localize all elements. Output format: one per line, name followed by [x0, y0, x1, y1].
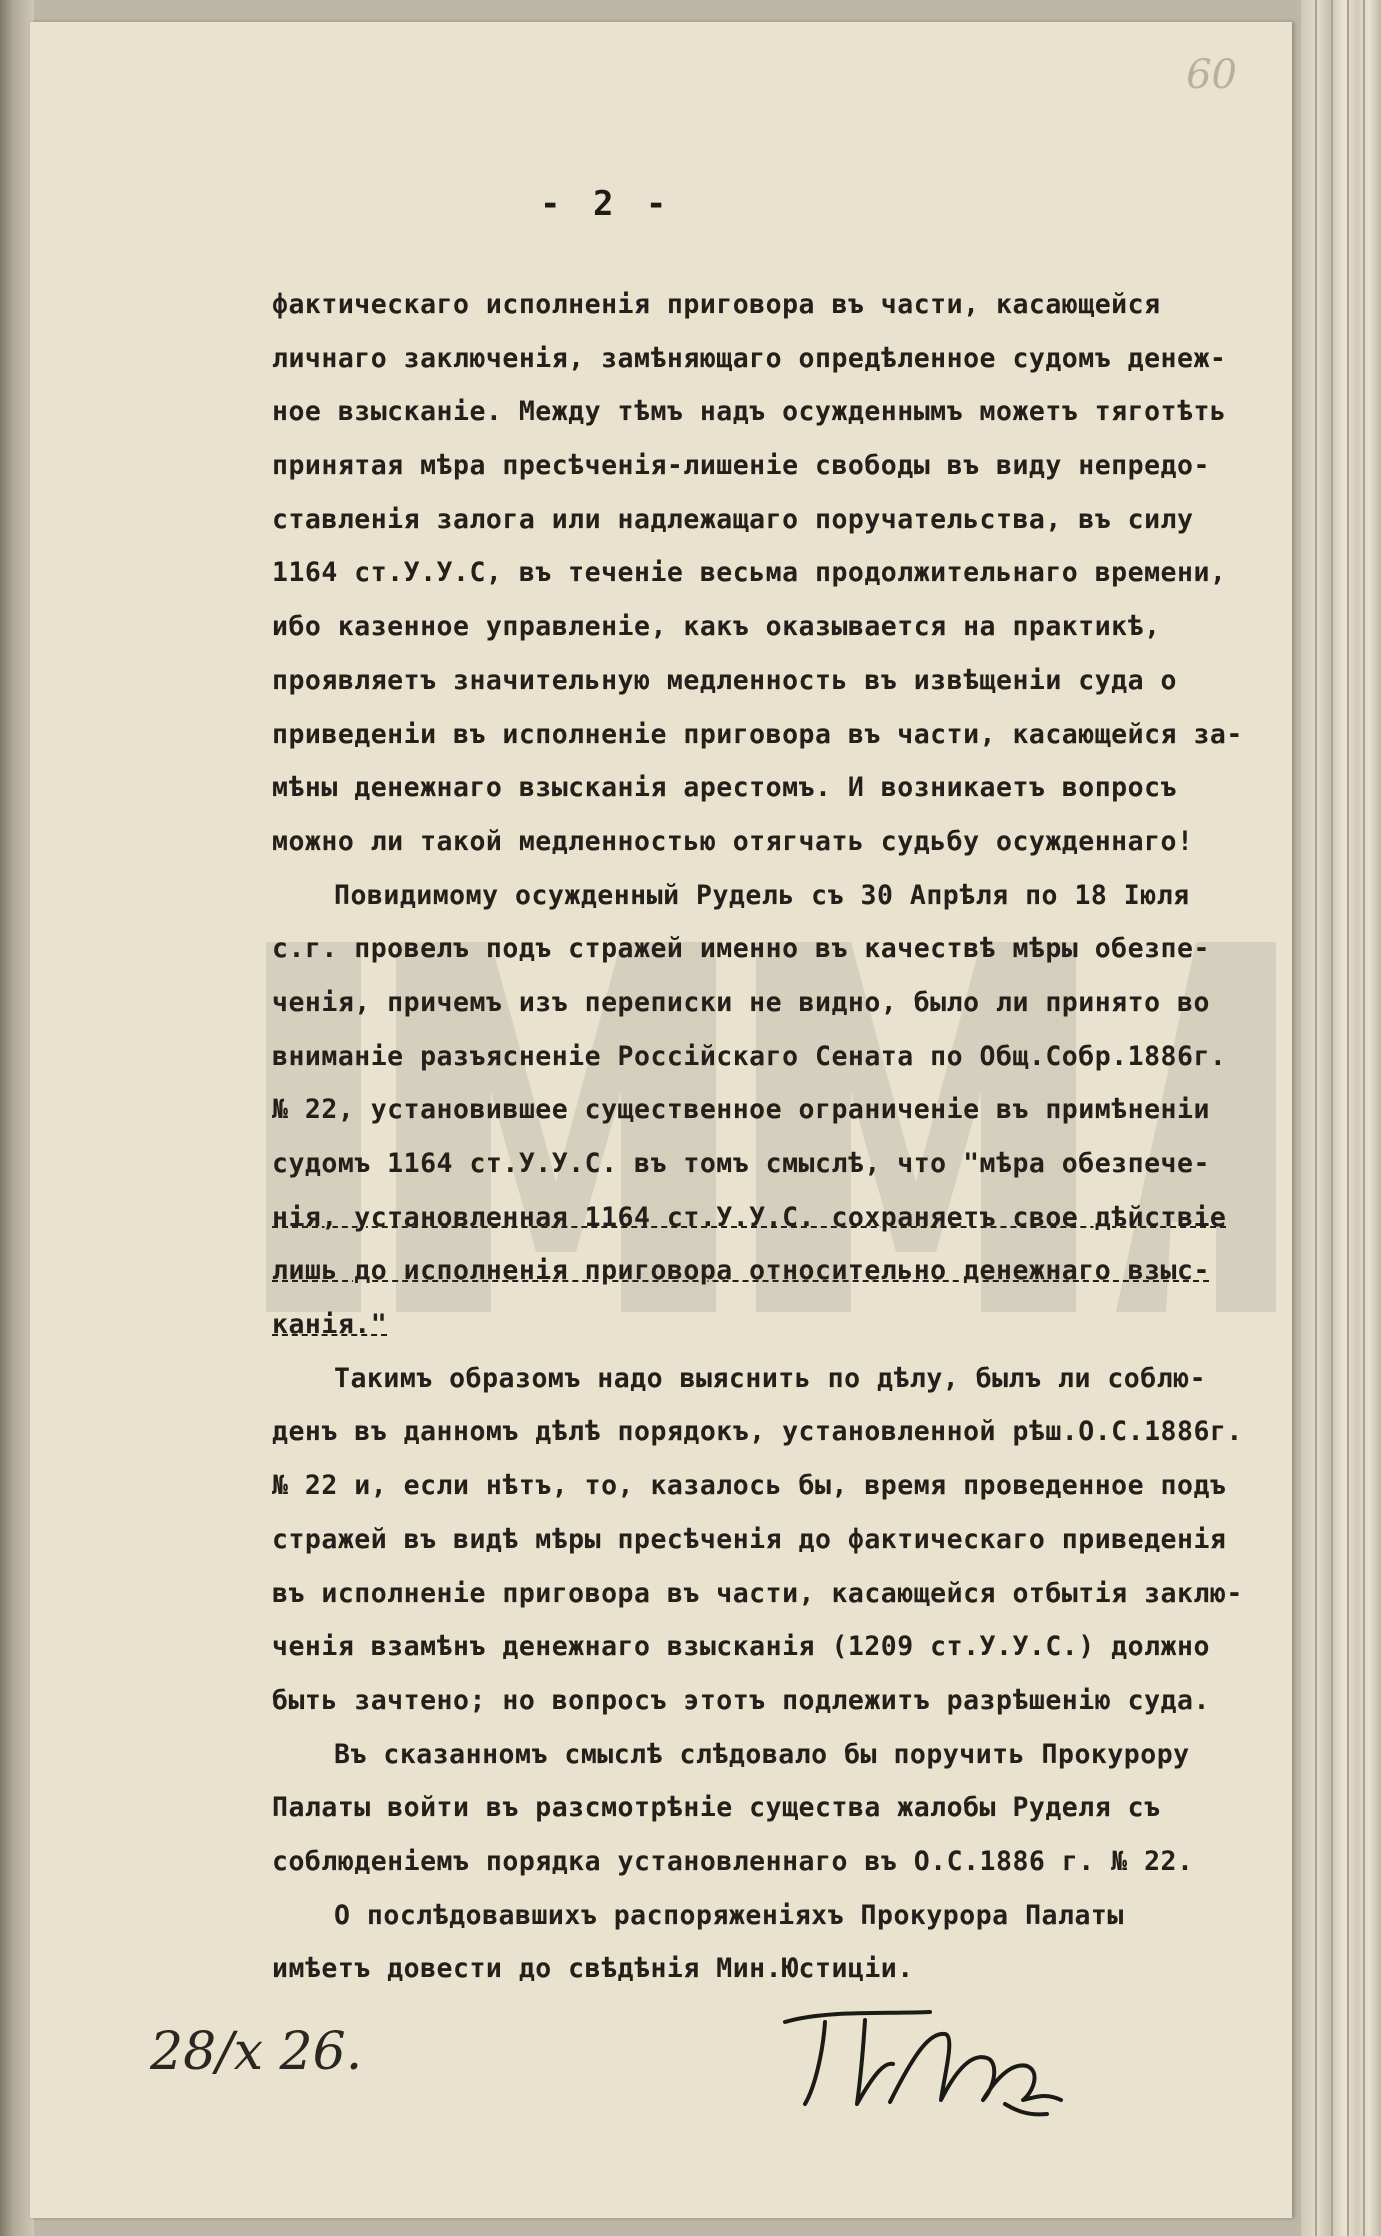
text-line: Повидимому осужденный Рудель съ 30 Апрѣля по 18 Іюля — [334, 879, 1190, 911]
text-line: принятая мѣра пресѣченія-лишеніе свободы въ виду непредо- — [272, 450, 1210, 482]
page-stack-edge — [1301, 0, 1381, 2236]
paragraph — [272, 1728, 1282, 1889]
text-line: ставленія залога или надлежащаго поручательства, въ силу — [272, 503, 1194, 535]
signature — [765, 1992, 1085, 2122]
text-line: ченія, причемъ изъ переписки не видно, было ли принято во — [272, 986, 1210, 1018]
text-line: быть зачтено; но вопросъ этотъ подлежитъ разрѣшенію суда. — [272, 1684, 1210, 1716]
text-line: можно ли такой медленностью отягчать судьбу осужденнаго! — [272, 825, 1194, 857]
text-line: с.г. провелъ подъ стражей именно въ качествѣ мѣры обезпе- — [272, 933, 1210, 965]
text-line: № 22 и, если нѣтъ, то, казалось бы, время проведенное подъ — [272, 1470, 1227, 1502]
text-line: соблюденіемъ порядка установленнаго въ О.С.1886 г. № 22. — [272, 1845, 1194, 1877]
text-line: 1164 ст.У.У.С, въ теченіе весьма продолжительнаго времени, — [272, 557, 1227, 589]
text-line: проявляетъ значительную медленность въ извѣщеніи суда о — [272, 664, 1177, 696]
text-line: Такимъ образомъ надо выяснить по дѣлу, былъ ли соблю- — [334, 1362, 1207, 1394]
text-line: судомъ 1164 ст.У.У.С. въ томъ смыслѣ, что "мѣра обезпече- — [272, 1148, 1210, 1179]
text-line: стражей въ видѣ мѣры пресѣченія до фактическаго приведенія — [272, 1523, 1227, 1555]
folio-number: 60 — [1186, 52, 1237, 98]
paragraph — [272, 278, 1282, 869]
document-sheet — [30, 22, 1292, 2218]
quoted-text-line: нія, установленная 1164 ст.У.У.С. сохраняетъ свое дѣйствіе — [272, 1201, 1227, 1233]
text-line: ное взысканіе. Между тѣмъ надъ осужденнымъ можетъ тяготѣть — [272, 396, 1227, 428]
handwritten-date: 28/x 26. — [150, 2022, 363, 2082]
document-body — [272, 278, 1282, 1996]
text-line: ченія взамѣнъ денежнаго взысканія (1209 ст.У.У.С.) должно — [272, 1631, 1210, 1663]
paragraph — [272, 1352, 1282, 1728]
quoted-text-line: канія." — [272, 1309, 388, 1341]
text-line: ибо казенное управленіе, какъ оказывается на практикѣ, — [272, 611, 1161, 643]
text-line: мѣны денежнаго взысканія арестомъ. И возникаетъ вопросъ — [272, 772, 1177, 804]
text-line: личнаго заключенія, замѣняющаго опредѣленное судомъ денеж- — [272, 342, 1227, 374]
text-line: въ исполненіе приговора въ части, касающейся отбытія заклю- — [272, 1577, 1243, 1609]
page-number: - 2 - — [540, 184, 673, 224]
text-line: фактическаго исполненія приговора въ части, касающейся — [272, 289, 1161, 320]
quoted-text-line: лишь до исполненія приговора относительно денежнаго взыс- — [272, 1255, 1210, 1287]
paragraph — [272, 869, 1282, 1352]
text-line: № 22, установившее существенное ограниченіе въ примѣненіи — [272, 1094, 1210, 1126]
text-line: Палаты войти въ разсмотрѣніе существа жалобы Руделя съ — [272, 1792, 1161, 1824]
text-line: приведеніи въ исполненіе приговора въ части, касающейся за- — [272, 718, 1243, 750]
text-line: О послѣдовавшихъ распоряженіяхъ Прокурора Палаты — [334, 1899, 1124, 1931]
paragraph — [272, 1889, 1282, 1996]
text-line: вниманіе разъясненіе Россійскаго Сената по Общ.Собр.1886г. — [272, 1040, 1227, 1072]
text-line: Въ сказанномъ смыслѣ слѣдовало бы поручить Прокурору — [334, 1738, 1190, 1770]
text-line: имѣетъ довести до свѣдѣнія Мин.Юстиціи. — [272, 1953, 914, 1985]
text-line: денъ въ данномъ дѣлѣ порядокъ, установленной рѣш.О.С.1886г. — [272, 1416, 1243, 1448]
book-binding — [0, 0, 34, 2236]
